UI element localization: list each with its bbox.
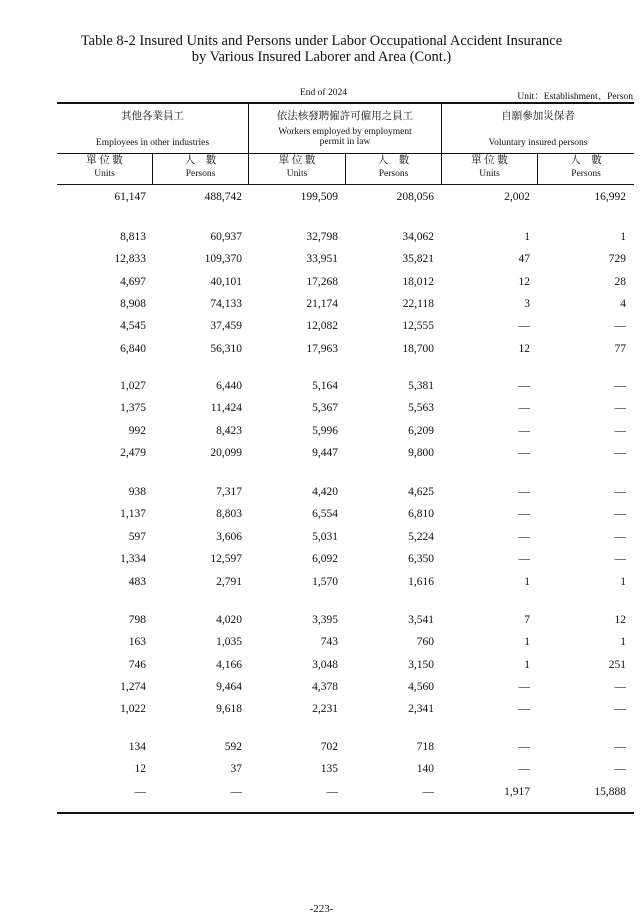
table-cell: 12 [614,614,626,626]
table-cell: — [614,741,626,753]
table-cell: 1 [524,231,530,243]
table-cell: 760 [416,636,434,648]
table-cell: — [134,786,146,798]
table-cell: 5,381 [408,380,434,392]
table-cell: 8,908 [120,298,146,310]
table-cell: — [518,402,530,414]
table-cell: 37,459 [210,320,242,332]
col-6-en: Persons [571,169,601,179]
table-cell: 34,062 [402,231,434,243]
table-cell: 22,118 [402,298,434,310]
table-cell: 5,563 [408,402,434,414]
table-cell: 134 [128,741,146,753]
table-cell: — [614,681,626,693]
table-cell: — [614,380,626,392]
col-3-header [249,156,345,179]
table-cell: 1 [620,231,626,243]
table-cell: 17,963 [306,343,338,355]
table-cell: 12 [518,276,530,288]
header-bottom-rule [57,184,634,185]
col-6-header [538,156,634,179]
table-cell: 8,423 [216,425,242,437]
table-cell: 18,700 [402,343,434,355]
table-cell: — [614,402,626,414]
col-3-en: Units [286,169,308,179]
table-cell: 17,268 [306,276,338,288]
table-cell: 1 [620,636,626,648]
table-cell: 592 [224,741,242,753]
table-cell: 4,625 [408,486,434,498]
table-cell: — [614,425,626,437]
table-cell: 12,082 [306,320,338,332]
table-cell: 1,570 [312,576,338,588]
table-cell: 6,440 [216,380,242,392]
col-4-zh: 人 數 [377,155,410,166]
table-cell: — [614,763,626,775]
group-3-title-en: Voluntary insured persons [488,138,588,148]
table-cell: 9,618 [216,703,242,715]
table-cell: — [614,447,626,459]
table-cell: 199,509 [300,191,338,203]
table-cell: 4,020 [216,614,242,626]
table-cell: 1 [524,576,530,588]
col-2-zh: 人 數 [184,155,217,166]
table-cell: — [614,486,626,498]
table-cell: 2,231 [312,703,338,715]
table-cell: 18,012 [402,276,434,288]
title-line-1: Table 8-2 Insured Units and Persons under Labor Occupational Accident Insurance [80,33,563,49]
table-cell: 6,840 [120,343,146,355]
table-cell: 140 [416,763,434,775]
table-cell: 12,597 [210,553,242,565]
table-cell: 7,317 [216,486,242,498]
table-cell: — [614,531,626,543]
table-cell: 6,209 [408,425,434,437]
group-1-title-zh: 其他各業員工 [121,111,184,122]
col-1-header [57,156,152,179]
table-cell: 32,798 [306,231,338,243]
table-cell: 7 [524,614,530,626]
table-cell: 109,370 [204,253,242,265]
table-cell: 40,101 [210,276,242,288]
table-cell: 135 [320,763,338,775]
table-cell: — [518,425,530,437]
col-1-en: Units [94,169,115,179]
title-line-2: by Various Insured Laborer and Area (Cont.) [191,49,452,65]
table-cell: 3 [524,298,530,310]
table-cell: 12,555 [402,320,434,332]
table-cell: 8,813 [120,231,146,243]
table-cell: 4,420 [312,486,338,498]
table-cell: 488,742 [204,191,242,203]
table-cell: 12 [134,763,146,775]
table-title [0,33,643,65]
table-cell: 47 [518,253,530,265]
bottom-rule [57,812,634,814]
table-cell: 1,334 [120,553,146,565]
table-cell: 2,341 [408,703,434,715]
table-cell: 56,310 [210,343,242,355]
table-cell: 3,541 [408,614,434,626]
period-label: End of 2024 [300,88,347,98]
table-cell: 4,378 [312,681,338,693]
col-2-en: Persons [185,169,216,179]
table-cell: 1 [524,659,530,671]
table-cell: 3,395 [312,614,338,626]
table-cell: 208,056 [396,191,434,203]
table-cell: 1,137 [120,508,146,520]
table-cell: 798 [128,614,146,626]
table-cell: — [614,508,626,520]
table-cell: 746 [128,659,146,671]
table-cell: — [518,508,530,520]
col-4-header [346,156,441,179]
table-cell: 3,150 [408,659,434,671]
col-5-en: Units [479,169,500,179]
table-cell: 60,937 [210,231,242,243]
table-cell: 61,147 [114,191,146,203]
table-cell: — [518,447,530,459]
table-cell: — [326,786,338,798]
table-cell: 15,888 [594,786,626,798]
table-cell: 6,092 [312,553,338,565]
table-cell: 729 [608,253,626,265]
table-cell: 743 [320,636,338,648]
table-cell: — [518,703,530,715]
table-cell: — [614,703,626,715]
table-cell: 6,810 [408,508,434,520]
table-cell: 1,274 [120,681,146,693]
table-cell: — [518,531,530,543]
table-cell: — [614,553,626,565]
col-6-zh: 人 數 [570,155,602,166]
table-cell: 8,803 [216,508,242,520]
table-cell: 251 [608,659,626,671]
table-cell: 1,035 [216,636,242,648]
top-rule [57,102,634,104]
table-cell: 12 [518,343,530,355]
table-cell: 20,099 [210,447,242,459]
table-cell: — [230,786,242,798]
table-cell: 483 [128,576,146,588]
table-cell: 1,022 [120,703,146,715]
col-5-header [442,156,537,179]
table-cell: 21,174 [306,298,338,310]
table-cell: 74,133 [210,298,242,310]
table-cell: 11,424 [210,402,242,414]
table-cell: 992 [128,425,146,437]
page-number: -223- [309,903,334,915]
col-5-zh: 單 位 數 [471,155,508,166]
table-cell: 2,002 [504,191,530,203]
table-cell: 5,367 [312,402,338,414]
table-cell: 597 [128,531,146,543]
table-cell: 9,464 [216,681,242,693]
table-cell: 3,048 [312,659,338,671]
table-cell: — [422,786,434,798]
group-1-title-en: Employees in other industries [95,138,210,148]
table-cell: — [518,763,530,775]
table-cell: — [518,320,530,332]
table-cell: 938 [128,486,146,498]
table-cell: — [518,553,530,565]
table-cell: 9,800 [408,447,434,459]
group-2-title-en: Workers employed by employment permit in law [278,127,412,147]
table-cell: 35,821 [402,253,434,265]
table-cell: 28 [614,276,626,288]
table-cell: 163 [128,636,146,648]
col-1-zh: 單 位 數 [86,155,123,166]
table-cell: 3,606 [216,531,242,543]
table-cell: — [518,681,530,693]
col-2-header [153,156,248,179]
unit-label: Unit：Establishment、Person [517,92,633,102]
table-cell: 4,697 [120,276,146,288]
table-cell: 5,224 [408,531,434,543]
group-3-title-zh: 自願參加災保者 [501,111,575,122]
table-cell: 702 [320,741,338,753]
table-cell: 9,447 [312,447,338,459]
table-cell: 5,031 [312,531,338,543]
table-cell: 6,350 [408,553,434,565]
table-cell: 4,560 [408,681,434,693]
table-cell: 4 [620,298,626,310]
table-cell: 1,027 [120,380,146,392]
table-cell: 1 [524,636,530,648]
table-cell: — [614,320,626,332]
col-3-zh: 單 位 數 [278,155,316,166]
table-cell: 1,375 [120,402,146,414]
table-cell: — [518,741,530,753]
table-cell: 37 [230,763,242,775]
table-cell: 5,164 [312,380,338,392]
table-cell: — [518,380,530,392]
table-cell: 12,833 [114,253,146,265]
group-2-title-zh: 依法核發聘僱許可僱用之員工 [276,111,414,122]
table-cell: 4,545 [120,320,146,332]
table-cell: 2,791 [216,576,242,588]
table-cell: 1,616 [408,576,434,588]
table-cell: 1,917 [504,786,530,798]
table-cell: 5,996 [312,425,338,437]
table-cell: — [518,486,530,498]
table-cell: 718 [416,741,434,753]
col-4-en: Persons [378,169,409,179]
table-cell: 6,554 [312,508,338,520]
table-cell: 33,951 [306,253,338,265]
table-cell: 77 [614,343,626,355]
table-cell: 2,479 [120,447,146,459]
table-cell: 1 [620,576,626,588]
table-cell: 16,992 [594,191,626,203]
table-cell: 4,166 [216,659,242,671]
